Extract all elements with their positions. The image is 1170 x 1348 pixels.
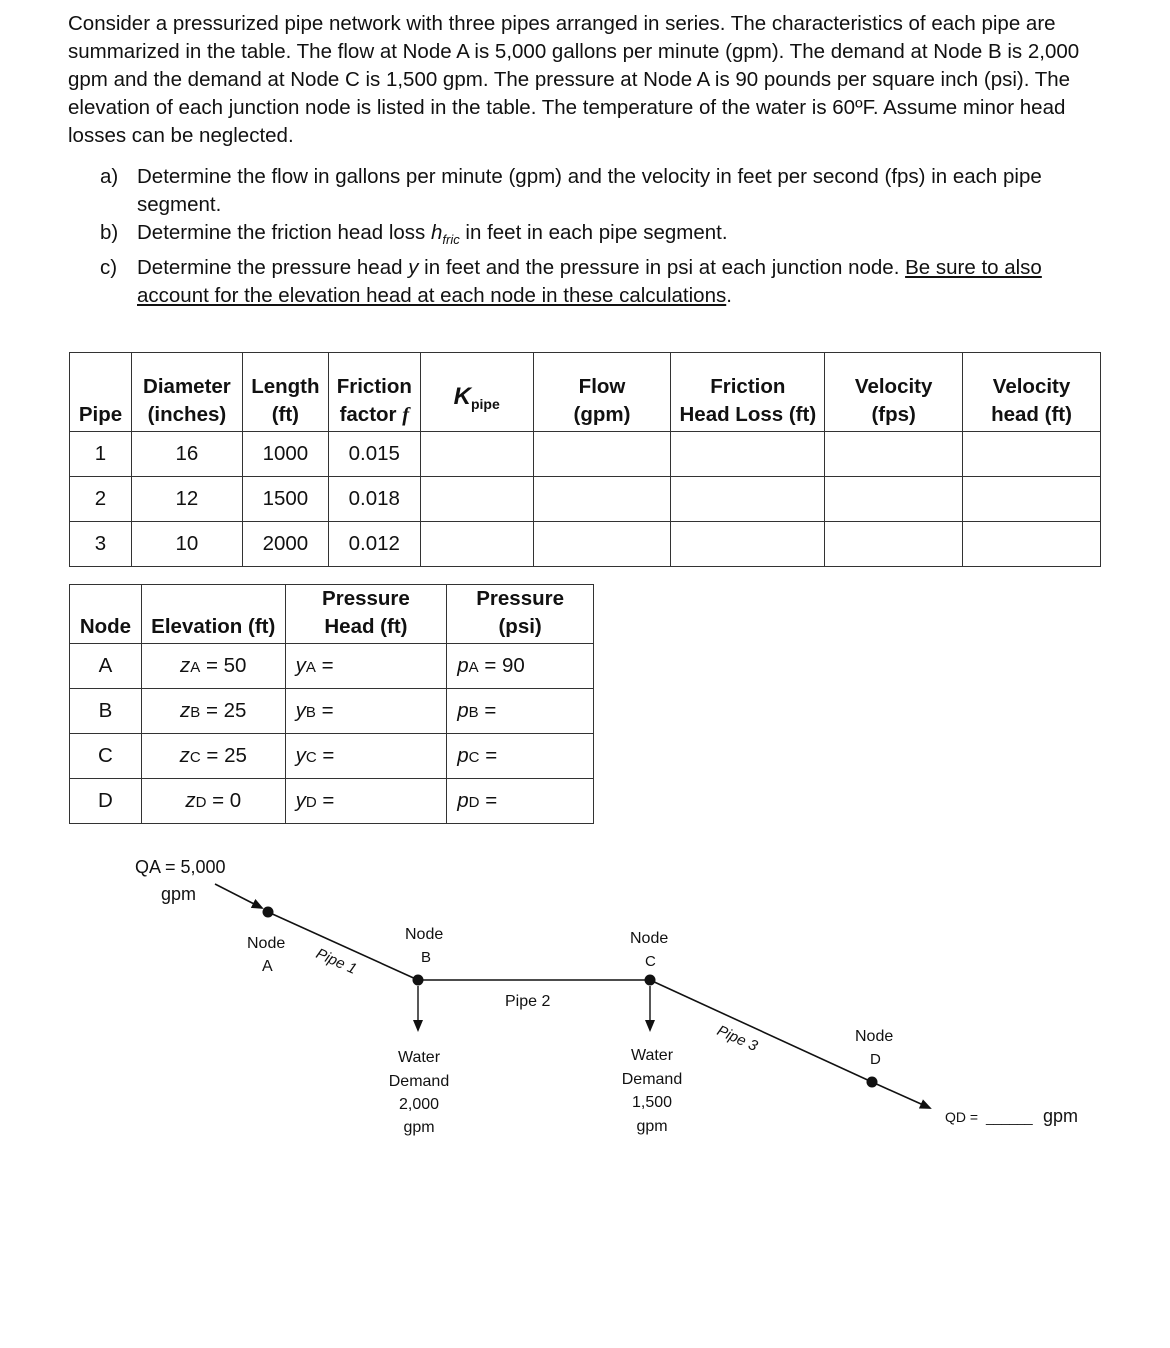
qd-label: QD = — [945, 1109, 979, 1125]
problem-parts — [100, 163, 1090, 310]
node-b-letter: B — [421, 949, 432, 966]
part-c — [100, 254, 1090, 310]
node-a-letter: A — [262, 958, 273, 975]
node-d-letter: D — [870, 1051, 881, 1068]
y-symbol: y — [408, 256, 419, 280]
part-b — [100, 219, 1090, 254]
part-a-label: a) — [100, 165, 119, 188]
pipe-3-label: Pipe 3 — [714, 1022, 761, 1055]
node-c-word: Node — [630, 930, 669, 947]
part-c-underlined: Be sure to also account for the elevation head at each node in these calculations — [137, 256, 1042, 308]
input-cell[interactable] — [963, 477, 1101, 522]
col-flow: Flow (gpm) — [533, 353, 671, 432]
problem-intro: Consider a pressurized pipe network with three pipes arranged in series. The characteristics of each pipe are summarized in the table. The flow at Node A is 5,000 gallons per minute (gpm). The demand at Node B is 2,000 gpm and the demand at Node C is 1,500 gpm. The pressure at Node A is 90 pounds per square inch (psi). The elevation of each junction node is listed in the table. The temperature of the water is 60ºF. Assume minor head losses can be neglected. — [68, 12, 1080, 147]
node-a-dot — [263, 907, 274, 918]
part-c-label: c) — [100, 256, 118, 280]
demand-c-line2: Demand — [621, 1071, 683, 1088]
table-row: 1 16 1000 0.015 — [70, 432, 1101, 477]
part-b-label: b) — [100, 221, 119, 244]
node-d-word: Node — [855, 1028, 894, 1045]
input-cell[interactable] — [420, 522, 533, 567]
inflow-arrow — [215, 884, 262, 908]
hfric-symbol: $h_{fric}$ — [430, 221, 460, 248]
input-cell[interactable] — [420, 477, 533, 522]
part-b-text — [137, 219, 1090, 254]
node-table-header — [70, 585, 594, 644]
demand-b-line1: Water — [397, 1049, 441, 1066]
qa-label: QA = 5,000 — [135, 857, 226, 877]
qd-unit: gpm — [1043, 1106, 1079, 1126]
pipe-table — [69, 352, 1101, 567]
input-cell[interactable] — [963, 522, 1101, 567]
col-pressure-psi: Pressure (psi) — [447, 585, 594, 644]
node-b-word: Node — [405, 926, 444, 943]
part-b-post: in feet in each pipe segment. — [459, 221, 728, 244]
part-a — [100, 163, 1090, 219]
qa-unit: gpm — [161, 884, 197, 904]
demand-c-line3: 1,500 — [631, 1094, 673, 1111]
node-b-dot — [413, 975, 424, 986]
demand-b-line4: gpm — [403, 1119, 435, 1136]
col-pipe: Pipe — [70, 353, 132, 432]
qd-blank[interactable]: ______ — [986, 1109, 1033, 1125]
node-a-word: Node — [247, 935, 286, 952]
part-b-pre: Determine the friction head loss — [137, 221, 431, 244]
col-elevation: Elevation (ft) — [141, 585, 285, 644]
col-diameter: Diameter (inches) — [131, 353, 242, 432]
input-cell[interactable] — [825, 432, 963, 477]
col-velocity-head: Velocity head (ft) — [963, 353, 1101, 432]
table-row: A zA = 50 yA = pA = 90 — [70, 644, 594, 689]
table-row: B zB = 25 yB = pB = — [70, 689, 594, 734]
table-row: C zC = 25 yC = pC = — [70, 734, 594, 779]
input-cell[interactable] — [825, 522, 963, 567]
input-cell[interactable] — [671, 522, 825, 567]
col-kpipe: $K_{pipe}$ — [420, 353, 533, 432]
table-row: 2 12 1500 0.018 — [70, 477, 1101, 522]
pipe-1-label: Pipe 1 — [313, 945, 360, 978]
table-row: 3 10 2000 0.012 — [70, 522, 1101, 567]
col-velocity: Velocity (fps) — [825, 353, 963, 432]
pipe-network-diagram — [0, 840, 1170, 1170]
node-c-letter: C — [645, 953, 656, 970]
pipe-2-label: Pipe 2 — [505, 993, 551, 1010]
part-c-text: Determine the pressure head y in feet and the pressure in psi at each junction node. Be sure to also account for the elevation head at each node in these calculations. — [137, 256, 1042, 308]
outflow-arrow — [872, 1082, 930, 1108]
input-cell[interactable] — [533, 477, 671, 522]
col-node: Node — [70, 585, 142, 644]
input-cell[interactable] — [963, 432, 1101, 477]
input-cell[interactable] — [671, 477, 825, 522]
node-c-dot — [645, 975, 656, 986]
node-table — [69, 584, 594, 824]
demand-b-line3: 2,000 — [398, 1096, 440, 1113]
input-cell[interactable] — [671, 432, 825, 477]
input-cell[interactable] — [825, 477, 963, 522]
table-row: D zD = 0 yD = pD = — [70, 779, 594, 824]
col-head-loss: Friction Head Loss (ft) — [671, 353, 825, 432]
node-d-dot — [867, 1077, 878, 1088]
col-length: Length (ft) — [242, 353, 328, 432]
demand-c-line1: Water — [630, 1047, 674, 1064]
input-cell[interactable] — [420, 432, 533, 477]
input-cell[interactable] — [533, 432, 671, 477]
col-pressure-head: Pressure Head (ft) — [285, 585, 447, 644]
pipe-table-header — [70, 353, 1101, 432]
part-a-text: Determine the flow in gallons per minute (gpm) and the velocity in feet per second (fps) in each pipe segment. — [137, 165, 1042, 216]
demand-c-line4: gpm — [636, 1118, 668, 1135]
demand-b-line2: Demand — [388, 1073, 450, 1090]
input-cell[interactable] — [533, 522, 671, 567]
col-friction: Friction factor f — [328, 353, 420, 432]
pipe-3-line — [650, 980, 872, 1082]
